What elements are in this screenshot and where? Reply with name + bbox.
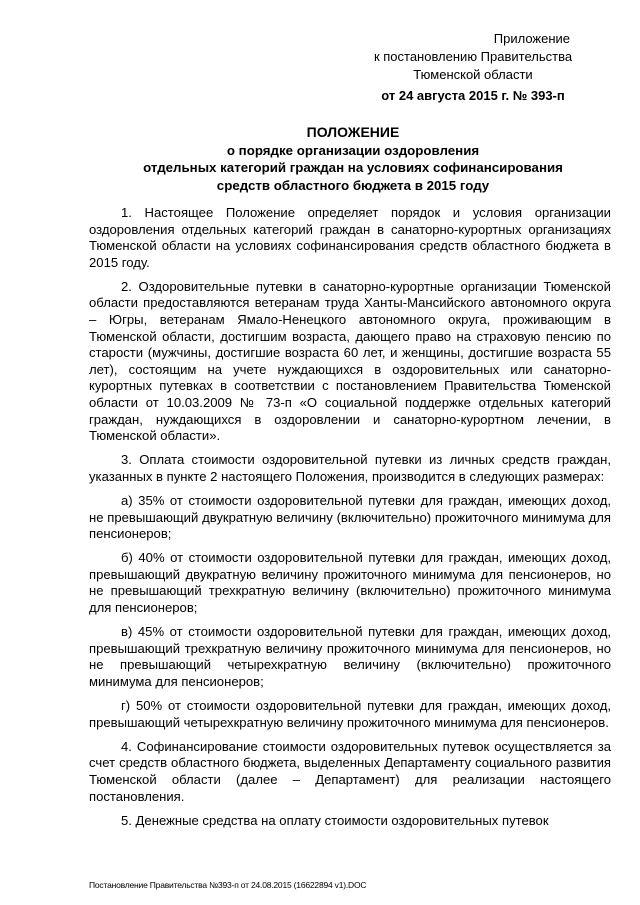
appendix-region: Тюменской области (413, 67, 533, 82)
paragraph-5: 5. Денежные средства на оплату стоимости оздоровительных путевок (121, 812, 549, 828)
title-line-3: средств областного бюджета в 2015 году (216, 177, 490, 193)
appendix-decree-ref: к постановлению Правительства (373, 49, 573, 64)
document-title (88, 124, 618, 194)
paragraph-3a: а) 35% от стоимости оздоровительной путевки для граждан, имеющих доход, не превышающий двукратную величину (включительно) прожиточного минимума для пенсионеров; (89, 493, 611, 542)
paragraph-3: 3. Оплата стоимости оздоровительной путевки из личных средств граждан, указанных в пункте 2 настоящего Положения, производится в следующих размерах: (89, 452, 611, 484)
paragraph-2: 2. Оздоровительные путевки в санаторно-курортные организации Тюменской области предоставляются ветеранам труда Ханты-Мансийского автономного округа – Югры, ветеранам Ямало-Ненецкого автономного округа, проживающим в Тюменской области, достигшим возраста, дающего право на страховую пенсию по старости (мужчины, достигшие возраста 60 лет, и женщины, достигшие возраста 55 лет), состоящим на учете нуждающихся в оздоровительных или санаторно-курортных путевках в соответствии с постановлением Правительства Тюменской области от 10.03.2009 № 73-п «О социальной поддержке отдельных категорий граждан, нуждающихся в оздоровлении и санаторно-курортном лечении, в Тюменской области». (89, 278, 611, 444)
paragraph-3b: б) 40% от стоимости оздоровительной путевки для граждан, имеющих доход, превышающий двукратную величину прожиточного минимума для пенсионеров, но не превышающий трехкратную величину (включительно) прожиточного минимума для пенсионеров; (89, 550, 611, 616)
paragraph-3d: г) 50% от стоимости оздоровительной путевки для граждан, имеющих доход, превышающий четырехкратную величину прожиточного минимума для пенсионеров. (89, 698, 611, 730)
appendix-block (358, 30, 588, 105)
title-heading: ПОЛОЖЕНИЕ (306, 124, 400, 140)
appendix-date-number: от 24 августа 2015 г. № 393-п (381, 88, 565, 103)
document-body (89, 205, 611, 837)
paragraph-3c: в) 45% от стоимости оздоровительной путевки для граждан, имеющих доход, превышающий трехкратную величину прожиточного минимума для пенсионеров, но не превышающий четырехкратную величину (включительно) прожиточного минимума для пенсионеров; (89, 624, 611, 689)
title-line-1: о порядке организации оздоровления (226, 142, 480, 158)
paragraph-4: 4. Софинансирование стоимости оздоровительных путевок осуществляется за счет средств областного бюджета, выделенных Департаменту социального развития Тюменской области (далее – Департамент) для реализации настоящего постановления. (89, 738, 611, 804)
title-line-2: отдельных категорий граждан на условиях софинансирования (143, 160, 563, 175)
paragraph-1: 1. Настоящее Положение определяет порядок и условия организации оздоровления отдельных категорий граждан в санаторно-курортных организациях Тюменской области на условиях софинансирования средств областного бюджета в 2015 году. (89, 205, 611, 270)
footer-file-reference: Постановление Правительства №393-п от 24.08.2015 (16622894 v1).DOC (89, 880, 367, 890)
appendix-label: Приложение (493, 31, 570, 46)
